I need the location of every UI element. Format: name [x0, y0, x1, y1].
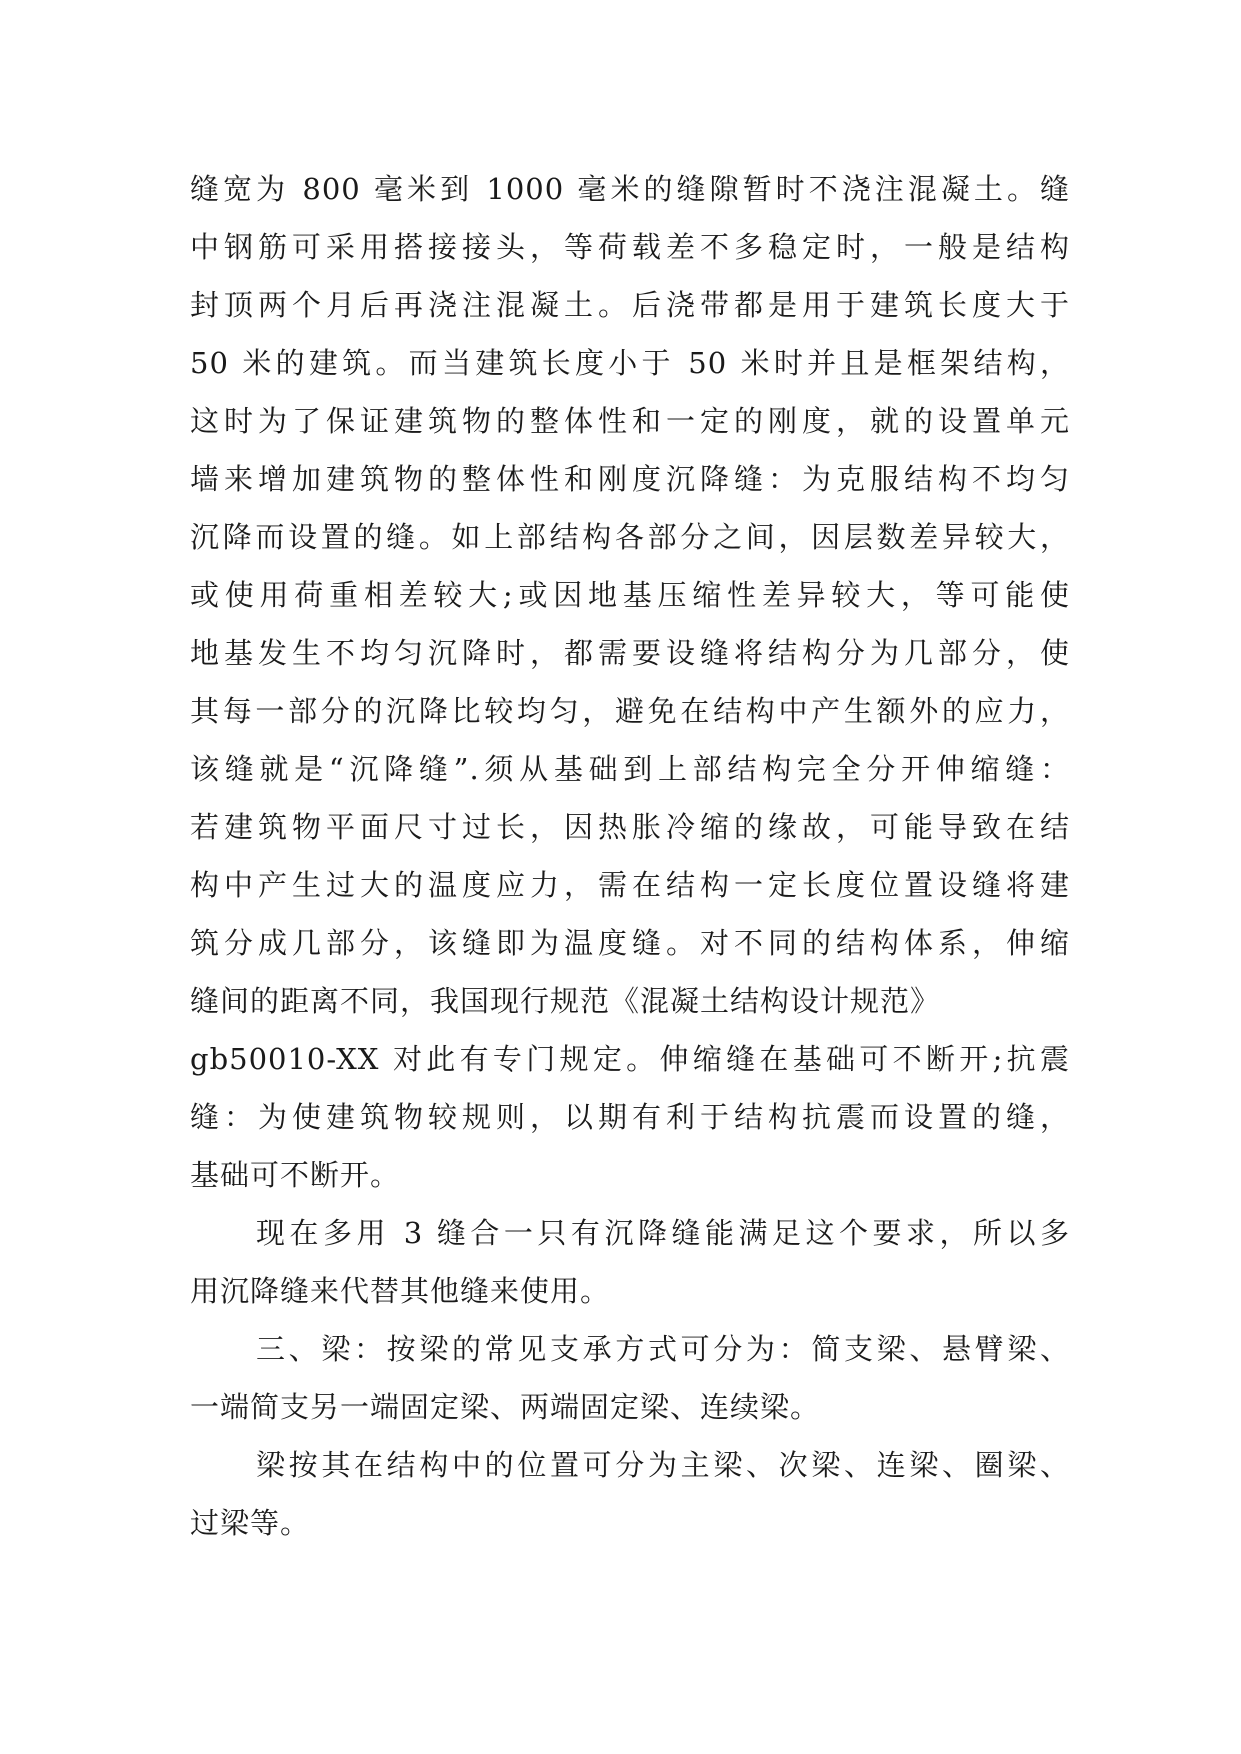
paragraph-1 [190, 160, 1070, 1204]
text-line: 用沉降缝来代替其他缝来使用。 [190, 1274, 611, 1308]
paragraph-2 [190, 1204, 1070, 1320]
text-line: 现在多用 3 缝合一只有沉降缝能满足这个要求，所以多 [256, 1216, 1070, 1250]
text-line: 沉降而设置的缝。如上部结构各部分之间，因层数差异较大， [190, 520, 1070, 554]
text-line: 封顶两个月后再浇注混凝土。后浇带都是用于建筑长度大于 [190, 288, 1070, 322]
paragraph-4 [190, 1436, 1070, 1552]
paragraph-3 [190, 1320, 1070, 1436]
text-line: gb50010-XX 对此有专门规定。伸缩缝在基础可不断开;抗震 [190, 1042, 1070, 1076]
text-line: 梁按其在结构中的位置可分为主梁、次梁、连梁、圈梁、 [256, 1448, 1070, 1482]
text-line: 缝宽为 800 毫米到 1000 毫米的缝隙暂时不浇注混凝土。缝 [190, 172, 1070, 206]
document-body [190, 160, 1070, 1552]
text-line: 50 米的建筑。而当建筑长度小于 50 米时并且是框架结构， [190, 346, 1070, 380]
text-line: 三、梁：按梁的常见支承方式可分为：简支梁、悬臂梁、 [256, 1332, 1070, 1366]
text-line: 该缝就是“沉降缝”.须从基础到上部结构完全分开伸缩缝： [190, 752, 1070, 786]
text-line: 过梁等。 [190, 1506, 311, 1540]
text-line: 一端简支另一端固定梁、两端固定梁、连续梁。 [190, 1390, 821, 1424]
text-line: 构中产生过大的温度应力，需在结构一定长度位置设缝将建 [190, 868, 1070, 902]
text-line: 缝间的距离不同，我国现行规范《混凝土结构设计规范》 [190, 984, 941, 1018]
text-line: 中钢筋可采用搭接接头，等荷载差不多稳定时，一般是结构 [190, 230, 1070, 264]
text-line: 这时为了保证建筑物的整体性和一定的刚度，就的设置单元 [190, 404, 1070, 438]
text-line: 若建筑物平面尺寸过长，因热胀冷缩的缘故，可能导致在结 [190, 810, 1070, 844]
text-line: 或使用荷重相差较大;或因地基压缩性差异较大，等可能使 [190, 578, 1070, 612]
text-line: 基础可不断开。 [190, 1158, 401, 1192]
text-line: 墙来增加建筑物的整体性和刚度沉降缝：为克服结构不均匀 [190, 462, 1070, 496]
text-line: 筑分成几部分，该缝即为温度缝。对不同的结构体系，伸缩 [190, 926, 1070, 960]
text-line: 地基发生不均匀沉降时，都需要设缝将结构分为几部分，使 [190, 636, 1070, 670]
text-line: 其每一部分的沉降比较均匀，避免在结构中产生额外的应力， [190, 694, 1070, 728]
text-line: 缝：为使建筑物较规则，以期有利于结构抗震而设置的缝， [190, 1100, 1070, 1134]
